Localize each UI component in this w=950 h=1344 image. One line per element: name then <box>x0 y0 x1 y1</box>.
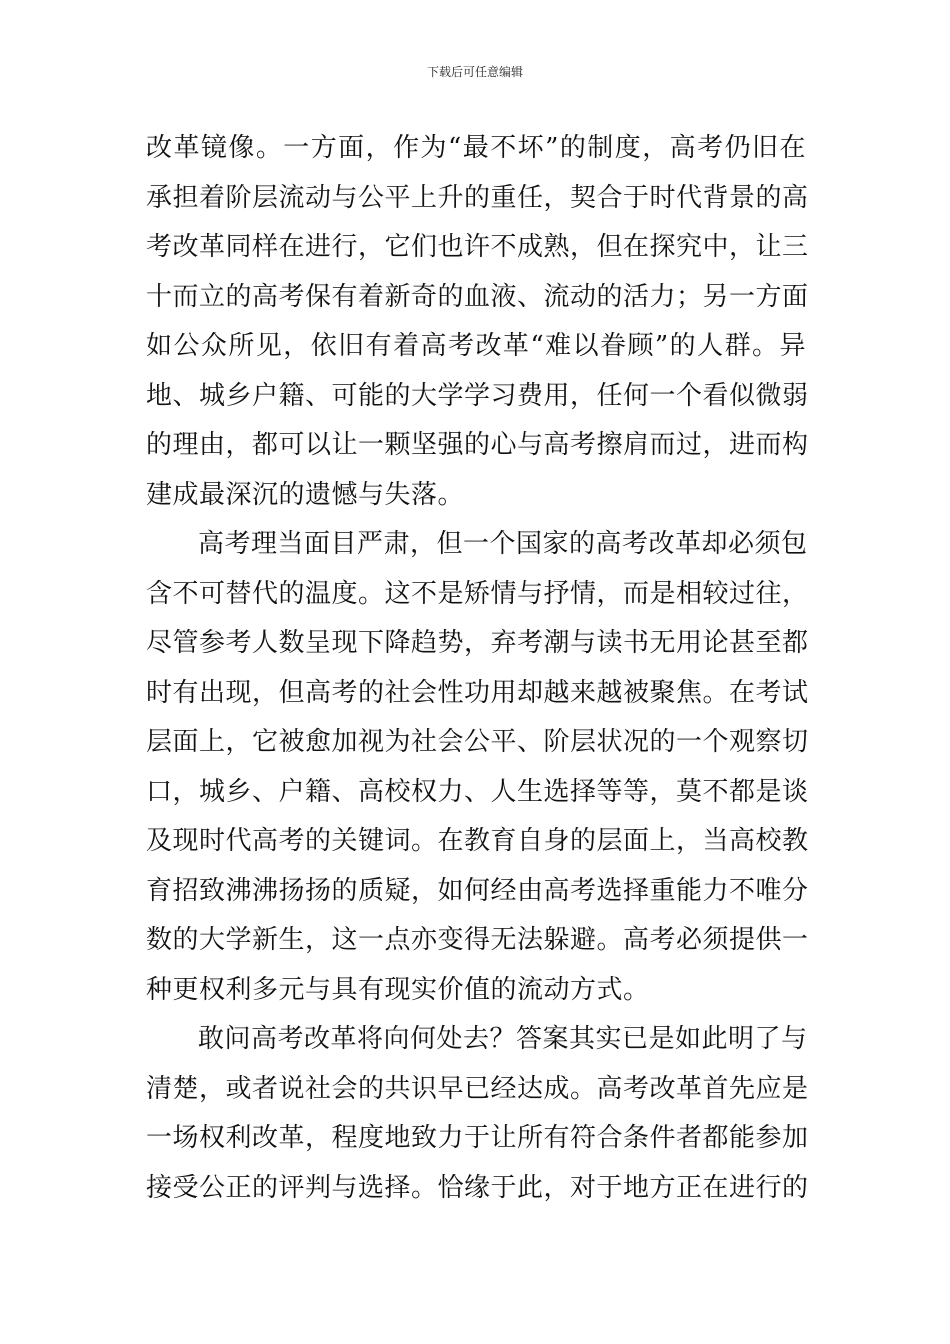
paragraph-3 <box>146 1015 809 1213</box>
text-line: 数的大学新生，这一点亦变得无法躲避。高考必须提供一 <box>146 925 809 955</box>
text-line: 含不可替代的温度。这不是矫情与抒情，而是相较过往， <box>146 578 809 609</box>
text-line: 口，城乡、户籍、高校权力、人生选择等等，莫不都是谈 <box>146 776 809 807</box>
text-line: 清楚，或者说社会的共识早已经达成。高考改革首先应是 <box>146 1073 809 1104</box>
text-line: 及现时代高考的关键词。在教育自身的层面上，当高校教 <box>146 826 809 856</box>
text-line: 地、城乡户籍、可能的大学学习费用，任何一个看似微弱 <box>146 380 809 411</box>
text-line: 一场权利改革，程度地致力于让所有符合条件者都能参加 <box>146 1123 809 1153</box>
text-line: 育招致沸沸扬扬的质疑，如何经由高考选择重能力不唯分 <box>146 875 809 906</box>
text-line: 层面上，它被愈加视为社会公平、阶层状况的一个观察切 <box>146 727 809 757</box>
text-line: 高考理当面目严肃，但一个国家的高考改革却必须包 <box>198 529 808 559</box>
text-line: 建成最深沉的遗憾与失落。 <box>146 479 465 510</box>
text-line: 种更权利多元与具有现实价值的流动方式。 <box>146 974 650 1005</box>
paragraph-1 <box>146 124 809 520</box>
text-line: 尽管参考人数呈现下降趋势，弃考潮与读书无用论甚至都 <box>146 628 809 658</box>
paragraph-2 <box>146 520 809 1015</box>
text-line: 如公众所见，依旧有着高考改革“难以眷顾”的人群。异 <box>146 331 806 361</box>
page-header: 下载后可任意编辑 <box>426 65 523 79</box>
text-line: 考改革同样在进行，它们也许不成熟，但在探究中，让三 <box>146 232 809 262</box>
text-line: 改革镜像。一方面，作为“最不坏”的制度，高考仍旧在 <box>146 133 806 163</box>
document-body <box>146 124 809 1213</box>
text-line: 十而立的高考保有着新奇的血液、流动的活力；另一方面 <box>146 281 809 312</box>
text-line: 时有出现，但高考的社会性功用却越来越被聚焦。在考试 <box>146 677 809 708</box>
text-line: 接受公正的评判与选择。恰缘于此，对于地方正在进行的 <box>146 1172 809 1203</box>
text-line: 敢问高考改革将向何处去？答案其实已是如此明了与 <box>198 1024 808 1054</box>
text-line: 的理由，都可以让一颗坚强的心与高考擦肩而过，进而构 <box>146 430 809 460</box>
text-line: 承担着阶层流动与公平上升的重任，契合于时代背景的高 <box>146 182 809 213</box>
